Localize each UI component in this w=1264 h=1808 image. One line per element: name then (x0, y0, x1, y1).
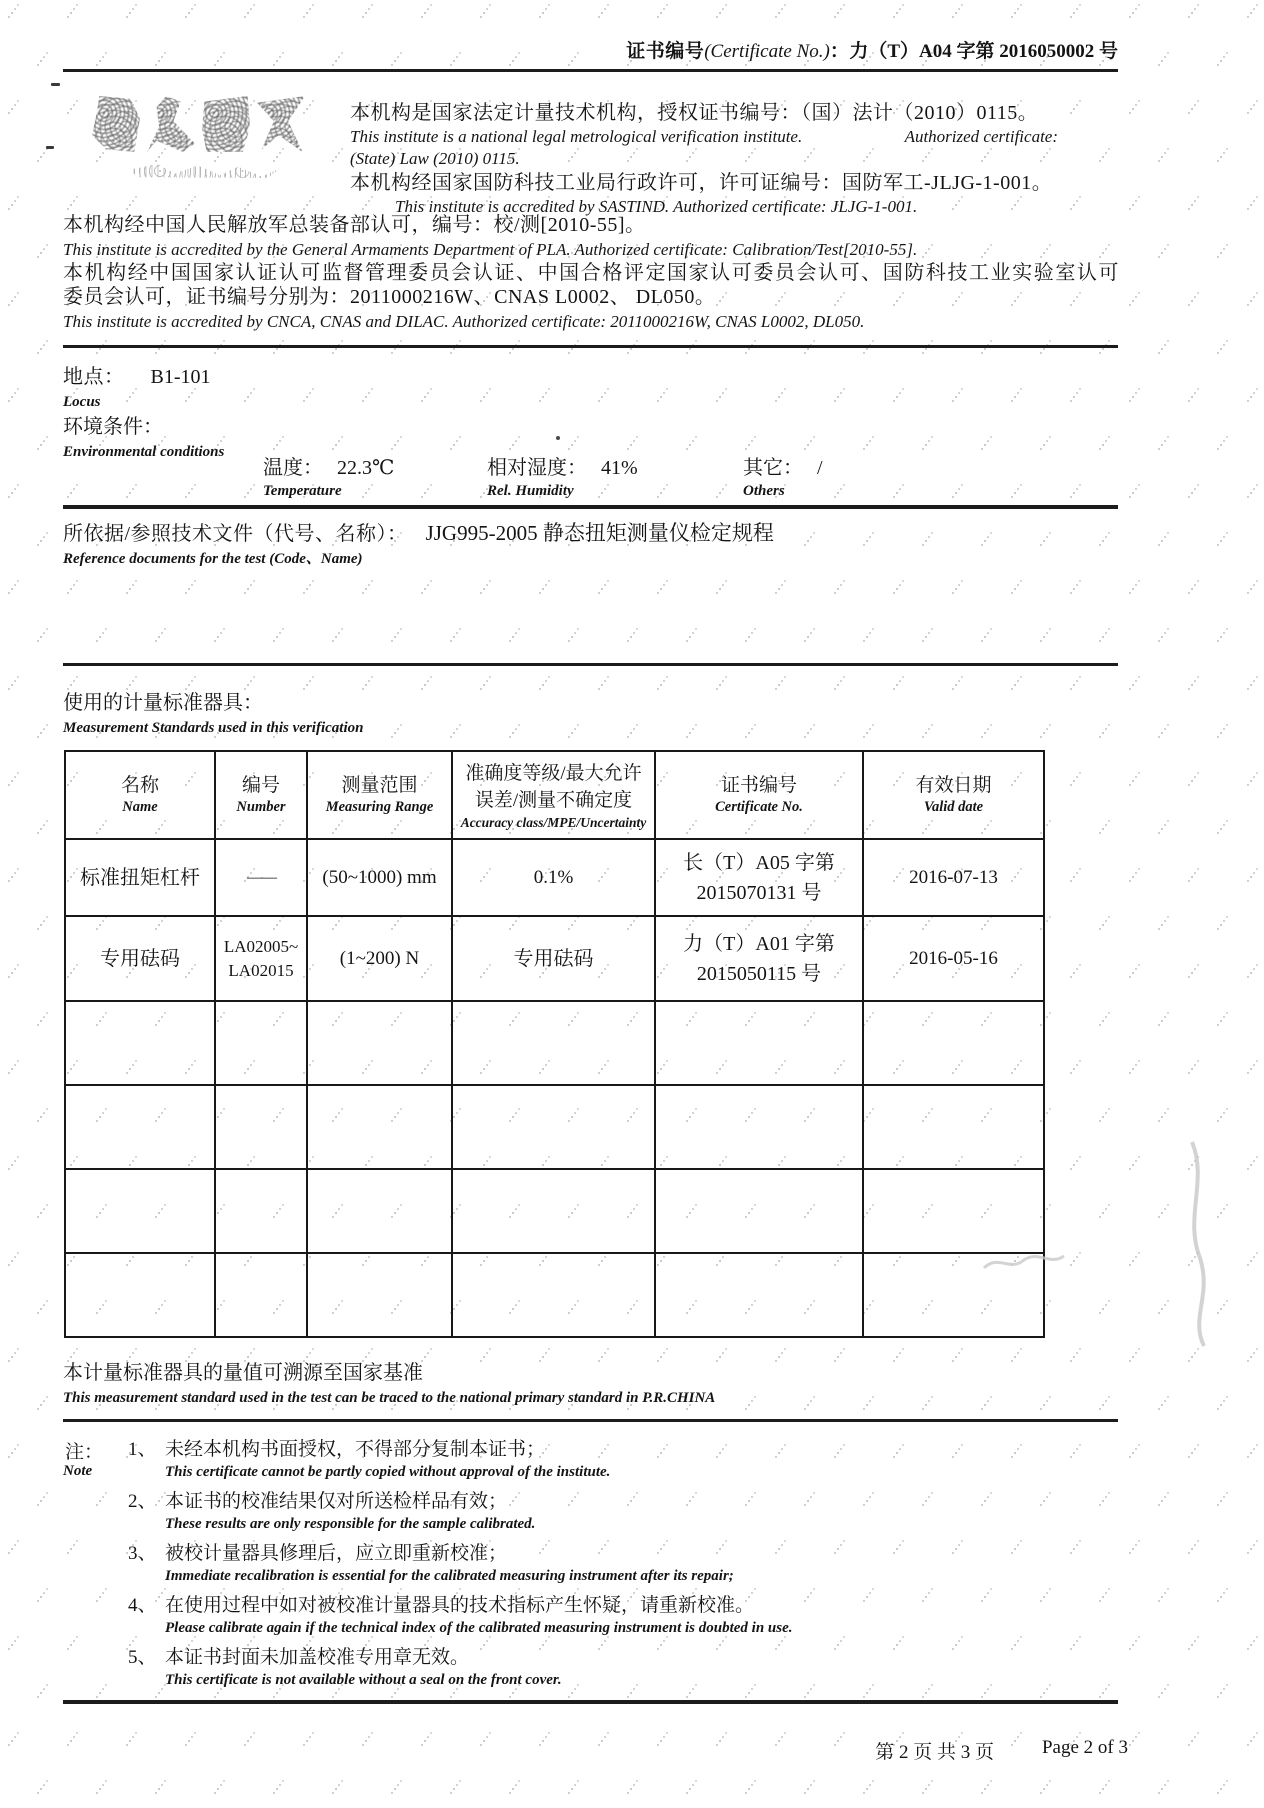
note-text-zh: 在使用过程中如对被校准计量器具的技术指标产生怀疑，请重新校准。 (165, 1595, 755, 1616)
seal-glyph (257, 96, 305, 152)
scan-artifact-dash (51, 83, 60, 86)
note-text-zh: 未经本机构书面授权，不得部分复制本证书； (165, 1439, 546, 1460)
horizontal-rule (63, 1419, 1118, 1422)
locus-label-en: Locus (63, 394, 101, 410)
env-conditions-label-zh: 环境条件： (63, 416, 163, 438)
reference-documents-section (63, 518, 1119, 569)
table-row-empty (65, 1085, 1044, 1169)
traceability-en: This measurement standard used in the test can be traced to the national primary standard in P.R.CHINA (63, 1390, 716, 1406)
certificate-number-label-en: (Certificate No.) (704, 41, 830, 62)
cell-range: (50~1000) mm (307, 839, 452, 916)
note-text-en: This certificate cannot be partly copied without approval of the institute. (165, 1464, 611, 1480)
col-header-range: 测量范围 Measuring Range (307, 751, 452, 839)
accreditation-paragraph-indented (350, 100, 1058, 218)
location-section (63, 362, 1119, 462)
traceability-zh: 本计量标准器具的量值可溯源至国家基准 (63, 1362, 423, 1384)
accreditation-line-zh: 委员会认可，证书编号分别为：2011000216W、CNAS L0002、 DL050。 (63, 286, 716, 308)
certificate-number-value: 力（T）A04 字第 2016050002 号 (849, 41, 1118, 62)
cell-number: —— (215, 839, 307, 916)
cell-certificate: 力（T）A01 字第 2015050115 号 (655, 916, 863, 1001)
cell-name: 标准扭矩杠杆 (65, 839, 215, 916)
note-item (128, 1645, 1119, 1690)
cell-accuracy: 0.1% (452, 839, 655, 916)
others-label-en: Others (743, 483, 785, 499)
note-text-zh: 本证书的校准结果仅对所送检样品有效； (165, 1491, 508, 1512)
temperature-value: 22.3℃ (337, 457, 395, 479)
col-header-valid-date: 有效日期 Valid date (863, 751, 1044, 839)
env-conditions-label-en: Environmental conditions (63, 444, 225, 460)
others-value: / (817, 457, 823, 479)
temperature-field (263, 455, 394, 501)
cell-valid-date: 2016-05-16 (863, 916, 1044, 1001)
seal-glyph (147, 96, 195, 152)
cell-accuracy: 专用砝码 (452, 916, 655, 1001)
col-header-accuracy: 准确度等级/最大允许误差/测量不确定度 Accuracy class/MPE/Uncertainty (452, 751, 655, 839)
note-item (128, 1593, 1119, 1638)
accreditation-line-zh: 本机构经中国人民解放军总装备部认可，编号：校/测[2010-55]。 (63, 214, 646, 236)
note-text-en: Immediate recalibration is essential for the calibrated measuring instrument after its repair; (165, 1568, 734, 1584)
accreditation-line-en: This institute is accredited by SASTIND. Authorized certificate: JLJG-1-001. (395, 197, 918, 216)
note-item (128, 1489, 1119, 1534)
horizontal-rule (63, 345, 1118, 348)
accreditation-line-en: (State) Law (2010) 0115. (350, 149, 520, 168)
accreditation-line-en-left: This institute is a national legal metrological verification institute. (350, 127, 803, 146)
note-text-zh: 被校计量器具修理后，应立即重新校准； (165, 1543, 508, 1564)
scan-artifact-scribble (980, 1246, 1070, 1280)
scan-artifact-dot (556, 436, 560, 440)
scan-artifact-dash (46, 146, 54, 149)
standards-table (64, 750, 1045, 1338)
standards-section-heading (63, 688, 363, 738)
standards-title-en: Measurement Standards used in this verification (63, 720, 364, 736)
others-field (743, 455, 823, 501)
seal-glyph (92, 96, 140, 152)
scan-artifact-smudge (1150, 1140, 1240, 1350)
note-number: 1、 (128, 1439, 157, 1460)
accreditation-line-zh: 本机构经中国国家认证认可监督管理委员会认证、中国合格评定国家认可委员会认可、国防科技工业实验室认可 (63, 261, 1119, 284)
accreditation-line-en (350, 126, 1058, 148)
locus-label-zh: 地点： (63, 366, 125, 388)
cell-certificate: 长（T）A05 字第 2015070131 号 (655, 839, 863, 916)
cell-valid-date: 2016-07-13 (863, 839, 1044, 916)
temperature-label-zh: 温度： (263, 457, 323, 479)
note-number: 4、 (128, 1595, 157, 1616)
reference-label-zh: 所依据/参照技术文件（代号、名称）： (63, 523, 408, 545)
table-row-empty (65, 1001, 1044, 1085)
page-number-en: Page 2 of 3 (1041, 1737, 1128, 1758)
note-item (128, 1437, 1119, 1482)
accreditation-line-zh: 本机构是国家法定计量技术机构，授权证书编号：（国）法计（2010）0115。 (350, 102, 1039, 124)
table-row-empty (65, 1253, 1044, 1337)
accreditation-line-en-right: Authorized certificate: (904, 127, 1058, 146)
note-number: 2、 (128, 1491, 157, 1512)
locus-value: B1-101 (150, 366, 211, 388)
note-number: 5、 (128, 1647, 157, 1668)
humidity-field (487, 455, 638, 501)
table-row (65, 916, 1044, 1001)
table-row-empty (65, 1169, 1044, 1253)
humidity-label-zh: 相对湿度： (487, 457, 587, 479)
humidity-label-en: Rel. Humidity (487, 483, 574, 499)
note-label-en: Note (63, 1463, 93, 1479)
others-label-zh: 其它： (743, 457, 803, 479)
note-label-zh: 注： (65, 1442, 104, 1463)
humidity-value: 41% (601, 457, 638, 479)
certificate-number-line (626, 36, 1118, 63)
standards-title-zh: 使用的计量标准器具： (63, 692, 263, 714)
horizontal-rule (63, 505, 1118, 509)
table-row (65, 839, 1044, 916)
note-item (128, 1541, 1119, 1586)
note-text-en: Please calibrate again if the technical index of the calibrated measuring instrument is doubted in use. (165, 1620, 793, 1636)
accreditation-paragraph-full (63, 213, 1119, 333)
cell-number: LA02005~LA02015 (215, 916, 307, 1001)
horizontal-rule-bottom (63, 1700, 1118, 1704)
col-header-certificate: 证书编号 Certificate No. (655, 751, 863, 839)
reference-row (63, 518, 1119, 549)
col-header-number: 编号 Number (215, 751, 307, 839)
reference-label-en: Reference documents for the test (Code、Name) (63, 551, 363, 567)
certificate-number-separator: ： (829, 41, 850, 62)
horizontal-rule (63, 663, 1118, 666)
col-header-name: 名称 Name (65, 751, 215, 839)
note-text-zh: 本证书封面未加盖校准专用章无效。 (165, 1647, 470, 1668)
reference-value: JJG995-2005 静态扭矩测量仪检定规程 (425, 521, 774, 545)
cell-range: (1~200) N (307, 916, 452, 1001)
seal-subtext-mark (130, 164, 280, 178)
note-number: 3、 (128, 1543, 157, 1564)
page-footer (875, 1737, 1128, 1764)
temperature-label-en: Temperature (263, 483, 342, 499)
page-number-zh: 第 2 页 共 3 页 (875, 1742, 994, 1763)
cell-name: 专用砝码 (65, 916, 215, 1001)
accreditation-line-zh: 本机构经国家国防科技工业局行政许可，许可证编号：国防军工-JLJG-1-001。 (350, 172, 1053, 194)
institute-seal (92, 96, 342, 208)
seal-glyph (202, 96, 250, 152)
accreditation-line-en: This institute is accredited by the General Armaments Department of PLA. Authorized certificate: Calibration/Test[2010-55]. (63, 239, 918, 259)
certificate-number-label-zh: 证书编号 (626, 41, 705, 62)
notes-section (63, 1437, 1119, 1697)
note-text-en: This certificate is not available without a seal on the front cover. (165, 1672, 562, 1688)
horizontal-rule-top (63, 69, 1118, 72)
standards-table-header-row (65, 751, 1044, 839)
accreditation-line-en: This institute is accredited by CNCA, CNAS and DILAC. Authorized certificate: 2011000216W, CNAS L0002, DL050. (63, 311, 865, 331)
locus-row (63, 362, 1119, 392)
traceability-section (63, 1358, 1119, 1408)
note-text-en: These results are only responsible for the sample calibrated. (165, 1516, 536, 1532)
